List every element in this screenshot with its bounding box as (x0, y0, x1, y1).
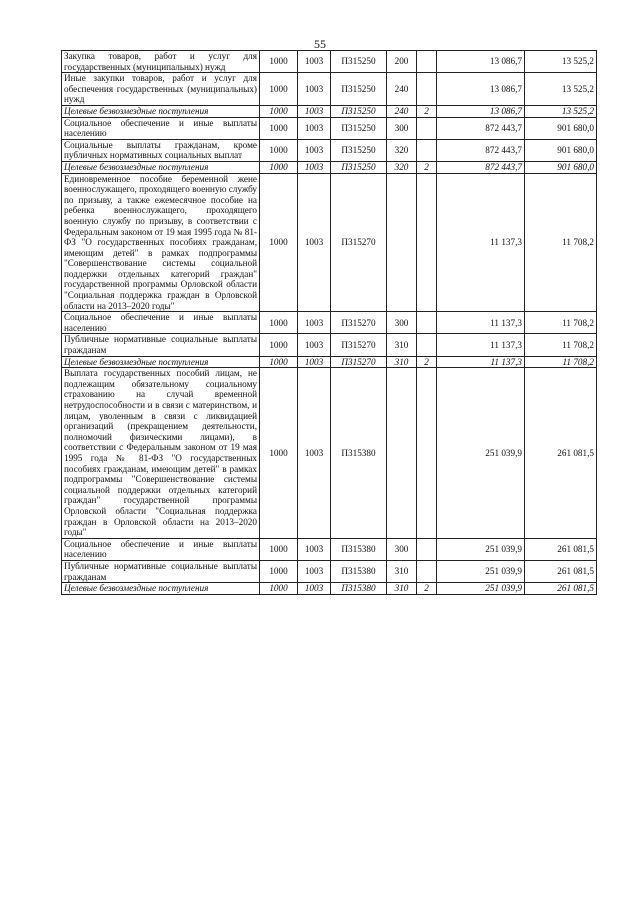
section-code: 1000 (260, 583, 298, 595)
table-row (62, 583, 597, 595)
target-article-code: П315270 (331, 334, 387, 356)
expense-type-code: 300 (387, 538, 417, 560)
expense-type-code: 300 (387, 312, 417, 334)
target-article-code: П315380 (331, 538, 387, 560)
page-number: 55 (314, 37, 326, 51)
expense-type-code (387, 173, 417, 312)
amount-year-2: 261 081,5 (525, 560, 597, 582)
target-article-code: П315250 (331, 117, 387, 139)
amount-year-1: 251 039,9 (437, 583, 525, 595)
table-row (62, 51, 597, 73)
amount-year-1: 251 039,9 (437, 538, 525, 560)
row-description: Социальное обеспечение и иные выплаты населению (62, 117, 260, 139)
expense-type-code: 240 (387, 105, 417, 117)
subsection-code: 1003 (298, 51, 331, 73)
target-article-code: П315270 (331, 356, 387, 368)
funding-source-code (417, 560, 437, 582)
amount-year-2: 261 081,5 (525, 538, 597, 560)
expense-type-code (387, 368, 417, 539)
section-code: 1000 (260, 73, 298, 106)
section-code: 1000 (260, 334, 298, 356)
table-row (62, 538, 597, 560)
target-article-code: П315380 (331, 368, 387, 539)
section-code: 1000 (260, 173, 298, 312)
section-code: 1000 (260, 117, 298, 139)
target-article-code: П315380 (331, 583, 387, 595)
expense-type-code: 310 (387, 356, 417, 368)
amount-year-1: 13 086,7 (437, 105, 525, 117)
funding-source-code (417, 312, 437, 334)
row-description: Социальное обеспечение и иные выплаты населению (62, 312, 260, 334)
row-description: Закупка товаров, работ и услуг для государственных (муниципальных) нужд (62, 51, 260, 73)
funding-source-code (417, 173, 437, 312)
table-row (62, 356, 597, 368)
amount-year-1: 11 137,3 (437, 312, 525, 334)
table-row (62, 139, 597, 161)
amount-year-1: 13 086,7 (437, 73, 525, 106)
row-description: Публичные нормативные социальные выплаты гражданам (62, 560, 260, 582)
table-row (62, 368, 597, 539)
subsection-code: 1003 (298, 334, 331, 356)
amount-year-1: 11 137,3 (437, 334, 525, 356)
target-article-code: П315250 (331, 73, 387, 106)
section-code: 1000 (260, 161, 298, 173)
table-row (62, 161, 597, 173)
funding-source-code (417, 368, 437, 539)
row-description: Выплата государственных пособий лицам, не подлежащим обязательному социальному страхованию на случай временной нетрудоспособности и в связи с материнством, и лицам, уволенным в связи с ликвидацией организаций (прекращением деятельности, полномочий физическими лицами), в соответствии с Федеральным законом от 19 мая 1995 года № 81-ФЗ "О государственных пособиях гражданам, имеющим детей" в рамках подпрограммы "Совершенствование системы социальной поддержки отдельных категорий граждан" государственной программы Орловской области "Социальная поддержка граждан в Орловской области на 2013–2020 годы" (62, 368, 260, 539)
subsection-code: 1003 (298, 139, 331, 161)
target-article-code: П315250 (331, 51, 387, 73)
table-row (62, 117, 597, 139)
target-article-code: П315270 (331, 173, 387, 312)
target-article-code: П315380 (331, 560, 387, 582)
funding-source-code: 2 (417, 356, 437, 368)
amount-year-2: 11 708,2 (525, 334, 597, 356)
target-article-code: П315250 (331, 161, 387, 173)
subsection-code: 1003 (298, 356, 331, 368)
subsection-code: 1003 (298, 560, 331, 582)
amount-year-2: 13 525,2 (525, 105, 597, 117)
amount-year-1: 872 443,7 (437, 139, 525, 161)
funding-source-code: 2 (417, 583, 437, 595)
amount-year-2: 261 081,5 (525, 368, 597, 539)
section-code: 1000 (260, 312, 298, 334)
subsection-code: 1003 (298, 538, 331, 560)
amount-year-1: 11 137,3 (437, 173, 525, 312)
amount-year-2: 11 708,2 (525, 173, 597, 312)
subsection-code: 1003 (298, 73, 331, 106)
funding-source-code: 2 (417, 161, 437, 173)
target-article-code: П315250 (331, 105, 387, 117)
expense-type-code: 240 (387, 73, 417, 106)
amount-year-2: 13 525,2 (525, 73, 597, 106)
subsection-code: 1003 (298, 117, 331, 139)
row-description: Единовременное пособие беременной жене военнослужащего, проходящего военную службу по призыву, а также ежемесячное пособие на ребенка военнослужащего, проходящего военную службу по призыву, в соответствии с Федеральным законом от 19 мая 1995 года № 81-ФЗ "О государственных пособиях гражданам, имеющим детей" в рамках подпрограммы "Совершенствование системы социальной поддержки отдельных категорий граждан" государственной программы Орловской области "Социальная поддержка граждан в Орловской области на 2013–2020 годы" (62, 173, 260, 312)
section-code: 1000 (260, 356, 298, 368)
funding-source-code (417, 334, 437, 356)
subsection-code: 1003 (298, 312, 331, 334)
row-description: Целевые безвозмездные поступления (62, 356, 260, 368)
amount-year-2: 901 680,0 (525, 117, 597, 139)
subsection-code: 1003 (298, 105, 331, 117)
amount-year-1: 11 137,3 (437, 356, 525, 368)
target-article-code: П315270 (331, 312, 387, 334)
table-row (62, 105, 597, 117)
subsection-code: 1003 (298, 368, 331, 539)
expense-type-code: 310 (387, 583, 417, 595)
table-row (62, 560, 597, 582)
amount-year-2: 11 708,2 (525, 312, 597, 334)
funding-source-code (417, 73, 437, 106)
amount-year-2: 13 525,2 (525, 51, 597, 73)
expense-type-code: 310 (387, 560, 417, 582)
amount-year-1: 872 443,7 (437, 161, 525, 173)
subsection-code: 1003 (298, 161, 331, 173)
amount-year-2: 261 081,5 (525, 583, 597, 595)
funding-source-code (417, 117, 437, 139)
amount-year-1: 251 039,9 (437, 368, 525, 539)
expense-type-code: 320 (387, 139, 417, 161)
amount-year-2: 11 708,2 (525, 356, 597, 368)
funding-source-code (417, 538, 437, 560)
table-row (62, 312, 597, 334)
table-row (62, 73, 597, 106)
subsection-code: 1003 (298, 173, 331, 312)
expense-type-code: 200 (387, 51, 417, 73)
expense-type-code: 300 (387, 117, 417, 139)
amount-year-2: 901 680,0 (525, 161, 597, 173)
expense-type-code: 320 (387, 161, 417, 173)
section-code: 1000 (260, 560, 298, 582)
section-code: 1000 (260, 51, 298, 73)
amount-year-1: 251 039,9 (437, 560, 525, 582)
funding-source-code: 2 (417, 105, 437, 117)
table-row (62, 334, 597, 356)
section-code: 1000 (260, 105, 298, 117)
amount-year-1: 13 086,7 (437, 51, 525, 73)
funding-source-code (417, 51, 437, 73)
section-code: 1000 (260, 139, 298, 161)
row-description: Целевые безвозмездные поступления (62, 583, 260, 595)
row-description: Социальное обеспечение и иные выплаты населению (62, 538, 260, 560)
budget-table-body (62, 51, 597, 595)
row-description: Целевые безвозмездные поступления (62, 161, 260, 173)
subsection-code: 1003 (298, 583, 331, 595)
row-description: Иные закупки товаров, работ и услуг для обеспечения государственных (муниципальных) нужд (62, 73, 260, 106)
section-code: 1000 (260, 538, 298, 560)
row-description: Социальные выплаты гражданам, кроме публичных нормативных социальных выплат (62, 139, 260, 161)
row-description: Публичные нормативные социальные выплаты гражданам (62, 334, 260, 356)
row-description: Целевые безвозмездные поступления (62, 105, 260, 117)
budget-table (61, 50, 597, 595)
expense-type-code: 310 (387, 334, 417, 356)
amount-year-2: 901 680,0 (525, 139, 597, 161)
amount-year-1: 872 443,7 (437, 117, 525, 139)
table-row (62, 173, 597, 312)
target-article-code: П315250 (331, 139, 387, 161)
section-code: 1000 (260, 368, 298, 539)
funding-source-code (417, 139, 437, 161)
